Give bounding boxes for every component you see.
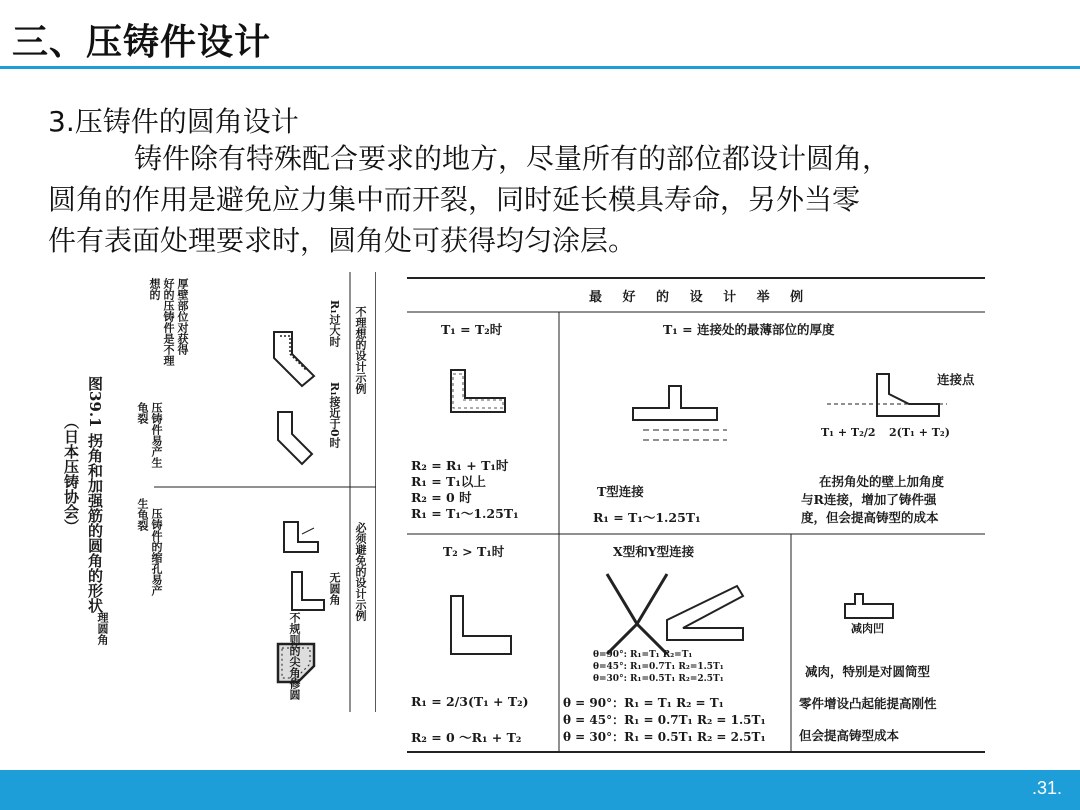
note-thick-wall-3: 想的 bbox=[148, 278, 161, 300]
body-line-3: 件有表面处理要求时，圆角处可获得均匀涂层。 bbox=[48, 224, 637, 257]
table-header: 最 好 的 设 计 举 例 bbox=[589, 290, 812, 305]
header-must-avoid: 必须避免的设计示例 bbox=[354, 522, 367, 621]
figure-caption: 图39.1 拐角和加强筋的圆角的形状 bbox=[86, 376, 104, 613]
note-shrink-2: 生龟裂 bbox=[136, 498, 149, 531]
cell1-formula-1: R₂ = R₁ + T₁时 bbox=[411, 458, 509, 473]
label-r1-large: R₁过大时 bbox=[328, 300, 341, 347]
cell2-title: T₁ = 连接处的最薄部位的厚度 bbox=[663, 322, 835, 337]
cell5-title: X型和Y型连接 bbox=[613, 544, 695, 559]
label-no-fillet: 无圆角 bbox=[328, 572, 341, 605]
cell5-formula-2: θ = 45°：R₁ = 0.7T₁ R₂ = 1.5T₁ bbox=[563, 713, 766, 727]
body-paragraph bbox=[48, 138, 1038, 261]
note-crack-1: 压铸件易产生 bbox=[150, 402, 163, 468]
section-subheading: 3.压铸件的圆角设计 bbox=[48, 105, 299, 138]
page-number: .31. bbox=[1031, 778, 1062, 798]
cell5-small-1: θ=90°: R₁=T₁ R₂=T₁ bbox=[593, 650, 693, 660]
cell3-desc-3: 度，但会提高铸型的成本 bbox=[801, 510, 939, 525]
body-line-1: 铸件除有特殊配合要求的地方，尽量所有的部位都设计圆角， bbox=[134, 142, 891, 175]
label-sharp-corner: 不规则的尖角修圆 bbox=[288, 612, 301, 700]
cell3-desc-1: 在拐角处的壁上加角度 bbox=[819, 474, 945, 489]
slide-title: 三、压铸件设计 bbox=[12, 22, 272, 63]
cell1-formula-2: R₁ = T₁以上 bbox=[411, 474, 486, 489]
cell4-formula-2: R₂ = 0 ～R₁ + T₂ bbox=[411, 730, 522, 745]
cell3-desc-2: 与R连接，增加了铸件强 bbox=[801, 492, 937, 507]
note-fillet: 理圆角 bbox=[96, 612, 109, 645]
cell1-title: T₁ = T₂时 bbox=[441, 322, 503, 337]
cell1-formula-4: R₁ = T₁～1.25T₁ bbox=[411, 506, 519, 521]
cell5-small-2: θ=45°: R₁=0.7T₁ R₂=1.5T₁ bbox=[593, 662, 724, 672]
note-thick-wall-2: 好的压铸件是不理 bbox=[162, 278, 175, 366]
cell6-desc-1: 减肉，特别是对圆筒型 bbox=[805, 664, 931, 679]
cell2-label: T型连接 bbox=[597, 484, 644, 499]
header-bad-examples: 不理想的设计示例 bbox=[354, 306, 367, 394]
cell6-desc-3: 但会提高铸型成本 bbox=[799, 728, 900, 743]
cell6-label: 减肉凹 bbox=[851, 622, 884, 635]
best-design-examples-table bbox=[407, 274, 985, 754]
cell3-eq-1: T₁ + T₂/2 bbox=[821, 426, 876, 439]
cell1-formula-3: R₂ = 0 时 bbox=[411, 490, 472, 505]
cell6-desc-2: 零件增设凸起能提高刚性 bbox=[799, 696, 937, 711]
note-shrink-1: 压铸件的缩孔易产 bbox=[150, 508, 163, 596]
cell4-formula-1: R₁ = 2/3(T₁ + T₂) bbox=[411, 694, 529, 709]
body-line-2: 圆角的作用是避免应力集中而开裂，同时延长模具寿命，另外当零 bbox=[48, 183, 861, 216]
cell5-small-3: θ=30°: R₁=0.5T₁ R₂=2.5T₁ bbox=[593, 674, 724, 684]
fillet-shape-figure bbox=[62, 272, 367, 712]
footer-bar bbox=[0, 770, 1080, 810]
cell5-formula-3: θ = 30°：R₁ = 0.5T₁ R₂ = 2.5T₁ bbox=[563, 730, 766, 744]
figure-caption-source: （日本压铸协会） bbox=[62, 414, 80, 534]
note-crack-2: 龟裂 bbox=[136, 402, 149, 424]
cell3-eq-2: 2(T₁ + T₂) bbox=[889, 426, 950, 439]
label-r1-zero: R₁接近于0时 bbox=[328, 382, 341, 448]
cell4-title: T₂ > T₁时 bbox=[443, 544, 505, 559]
cell3-joint-label: 连接点 bbox=[937, 372, 975, 387]
title-divider bbox=[0, 66, 1080, 69]
note-thick-wall-1: 厚壁部位对获得 bbox=[176, 278, 189, 355]
cell5-formula-1: θ = 90°：R₁ = T₁ R₂ = T₁ bbox=[563, 696, 724, 710]
cell2-formula: R₁ = T₁～1.25T₁ bbox=[593, 510, 701, 525]
